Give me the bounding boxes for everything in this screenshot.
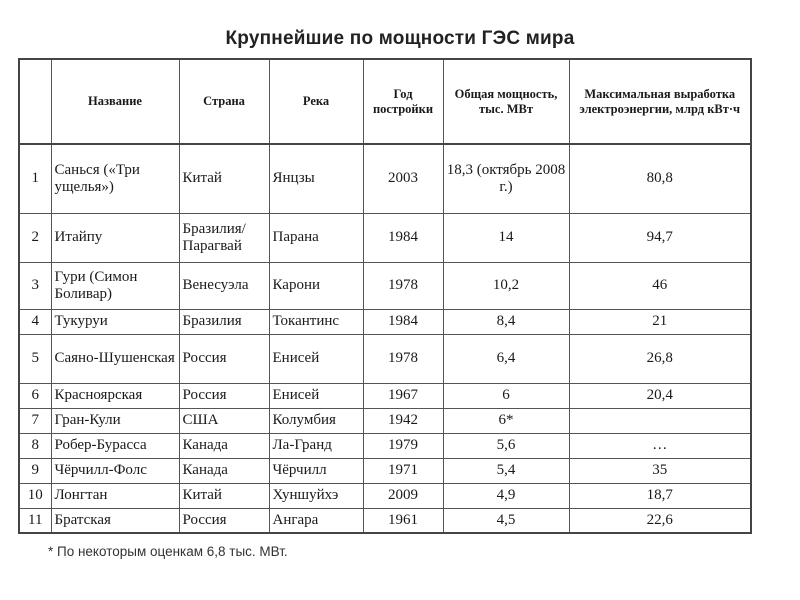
country: Китай: [179, 144, 269, 213]
table-row: [19, 508, 751, 533]
total-power: 5,4: [443, 458, 569, 483]
total-power: 14: [443, 213, 569, 262]
year-built: 2009: [363, 483, 443, 508]
row-number: 2: [19, 213, 51, 262]
page-title: Крупнейшие по мощности ГЭС мира: [225, 28, 575, 49]
max-output: 94,7: [569, 213, 751, 262]
station-name: Тукуруи: [51, 309, 179, 334]
row-number: 11: [19, 508, 51, 533]
row-number: 5: [19, 334, 51, 383]
row-number: 6: [19, 383, 51, 408]
total-power: 4,5: [443, 508, 569, 533]
max-output: 46: [569, 262, 751, 309]
max-output: 35: [569, 458, 751, 483]
station-name: Гран-Кули: [51, 408, 179, 433]
footnote: * По некоторым оценкам 6,8 тыс. МВт.: [48, 544, 288, 559]
header-country: Страна: [179, 59, 269, 144]
year-built: 1984: [363, 309, 443, 334]
total-power: 4,9: [443, 483, 569, 508]
country: Бразилия/ Парагвай: [179, 213, 269, 262]
river: Колумбия: [269, 408, 363, 433]
row-number: 10: [19, 483, 51, 508]
country: Венесуэла: [179, 262, 269, 309]
table-row: [19, 262, 751, 309]
total-power: 6,4: [443, 334, 569, 383]
max-output: 21: [569, 309, 751, 334]
row-number: 8: [19, 433, 51, 458]
year-built: 1984: [363, 213, 443, 262]
header-river: Река: [269, 59, 363, 144]
river: Чёрчилл: [269, 458, 363, 483]
total-power: 10,2: [443, 262, 569, 309]
year-built: 1971: [363, 458, 443, 483]
max-output: [569, 408, 751, 433]
hydro-power-table: [18, 58, 752, 534]
river: Парана: [269, 213, 363, 262]
country: Канада: [179, 458, 269, 483]
total-power: 18,3 (октябрь 2008 г.): [443, 144, 569, 213]
country: Китай: [179, 483, 269, 508]
max-output: 80,8: [569, 144, 751, 213]
country: Россия: [179, 334, 269, 383]
station-name: Братская: [51, 508, 179, 533]
river: Янцзы: [269, 144, 363, 213]
year-built: 2003: [363, 144, 443, 213]
max-output: 18,7: [569, 483, 751, 508]
river: Енисей: [269, 383, 363, 408]
max-output: 22,6: [569, 508, 751, 533]
station-name: Гури (Симон Боливар): [51, 262, 179, 309]
table-row: [19, 309, 751, 334]
year-built: 1978: [363, 262, 443, 309]
station-name: Робер-Бурасса: [51, 433, 179, 458]
table-row: [19, 433, 751, 458]
total-power: 6: [443, 383, 569, 408]
max-output: …: [569, 433, 751, 458]
total-power: 8,4: [443, 309, 569, 334]
max-output: 26,8: [569, 334, 751, 383]
max-output: 20,4: [569, 383, 751, 408]
station-name: Санься («Три ущелья»): [51, 144, 179, 213]
row-number: 7: [19, 408, 51, 433]
country: Канада: [179, 433, 269, 458]
header-year: Год постройки: [363, 59, 443, 144]
table-row: [19, 458, 751, 483]
year-built: 1942: [363, 408, 443, 433]
table-row: [19, 144, 751, 213]
station-name: Итайпу: [51, 213, 179, 262]
table-header-row: [19, 59, 751, 144]
station-name: Саяно-Шушенская: [51, 334, 179, 383]
country: Бразилия: [179, 309, 269, 334]
country: США: [179, 408, 269, 433]
table-row: [19, 483, 751, 508]
total-power: 5,6: [443, 433, 569, 458]
row-number: 4: [19, 309, 51, 334]
table-row: [19, 334, 751, 383]
header-output: Максимальная выработка электроэнергии, млрд кВт·ч: [569, 59, 751, 144]
table-row: [19, 383, 751, 408]
header-power: Общая мощность, тыс. МВт: [443, 59, 569, 144]
row-number: 3: [19, 262, 51, 309]
header-num: [19, 59, 51, 144]
river: Токантинс: [269, 309, 363, 334]
river: Енисей: [269, 334, 363, 383]
station-name: Красноярская: [51, 383, 179, 408]
river: Ангара: [269, 508, 363, 533]
row-number: 1: [19, 144, 51, 213]
station-name: Лонгтан: [51, 483, 179, 508]
year-built: 1967: [363, 383, 443, 408]
year-built: 1979: [363, 433, 443, 458]
country: Россия: [179, 508, 269, 533]
table-row: [19, 408, 751, 433]
table-row: [19, 213, 751, 262]
station-name: Чёрчилл-Фолс: [51, 458, 179, 483]
total-power: 6*: [443, 408, 569, 433]
year-built: 1978: [363, 334, 443, 383]
header-name: Название: [51, 59, 179, 144]
river: Ла-Гранд: [269, 433, 363, 458]
year-built: 1961: [363, 508, 443, 533]
country: Россия: [179, 383, 269, 408]
row-number: 9: [19, 458, 51, 483]
river: Карони: [269, 262, 363, 309]
river: Хуншуйхэ: [269, 483, 363, 508]
